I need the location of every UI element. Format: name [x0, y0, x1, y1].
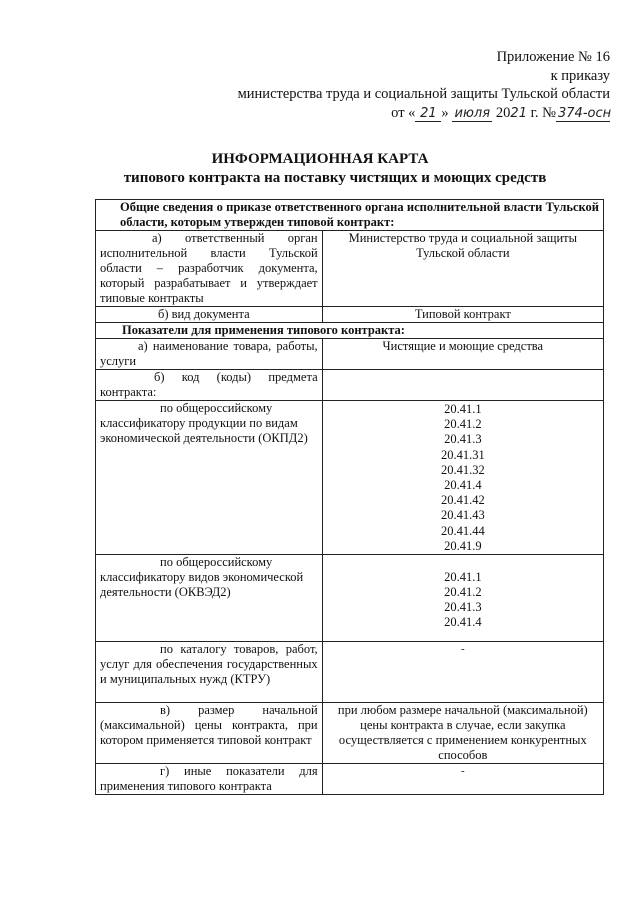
table-row — [96, 200, 604, 231]
handwritten-year-suffix: 21 — [510, 105, 527, 121]
date-year-prefix: 20 — [495, 104, 511, 121]
table-row — [96, 554, 604, 641]
section-general-info: Общие сведения о приказе ответственного органа исполнительной власти Тульской области, которым утвержден типовой контракт: — [96, 200, 604, 231]
okved2-code: 20.41.3 — [444, 600, 482, 615]
handwritten-order-number: 374-осн — [558, 105, 612, 121]
document-type-label: б) вид документа — [96, 307, 323, 323]
info-card-table — [95, 199, 604, 795]
document-type-value: Типовой контракт — [322, 307, 603, 323]
appendix-header — [238, 48, 610, 122]
okpd2-code: 20.41.31 — [440, 447, 485, 462]
table-row — [96, 763, 604, 794]
table-row — [96, 323, 604, 339]
appendix-number: Приложение № 16 — [496, 49, 610, 65]
date-prefix: от « — [391, 104, 416, 121]
okpd2-label: по общероссийскому классификатору продукции по видам экономической деятельности (ОКПД2) — [96, 401, 323, 555]
okpd2-code: 20.41.1 — [444, 402, 482, 416]
table-row — [96, 307, 604, 323]
number-prefix: № — [542, 104, 556, 121]
subject-codes-value — [322, 370, 603, 401]
okved2-code: 20.41.4 — [444, 615, 482, 630]
okved2-code: 20.41.2 — [444, 585, 482, 600]
okpd2-code: 20.41.3 — [444, 432, 482, 447]
okpd2-codes — [322, 401, 603, 555]
okpd2-code: 20.41.43 — [440, 508, 485, 523]
document-title — [0, 150, 640, 188]
okpd2-code: 20.41.32 — [440, 462, 485, 477]
okpd2-code: 20.41.9 — [444, 538, 482, 553]
table-row — [96, 339, 604, 370]
okved2-codes — [322, 554, 603, 641]
to-order-text: к приказу — [550, 67, 610, 84]
table-row — [96, 401, 604, 555]
okpd2-code: 20.41.42 — [440, 493, 485, 508]
section-application-indicators: Показатели для применения типового контракта: — [96, 323, 604, 339]
title-line-2: типового контракта на поставку чистящих и моющих средств — [123, 170, 547, 186]
okved2-code: 20.41.1 — [444, 569, 482, 584]
initial-price-value: при любом размере начальной (максимальной) цены контракта в случае, если закупка осуществляется с применением конкурентных способов — [322, 702, 603, 763]
responsible-body-value: Министерство труда и социальной защиты Тульской области — [322, 231, 603, 307]
date-mid: » — [441, 104, 449, 121]
table-row — [96, 231, 604, 307]
initial-price-label: в) размер начальной (максимальной) цены контракта, при котором применяется типовой контракт — [96, 702, 323, 763]
ministry-name: министерства труда и социальной защиты Тульской области — [237, 86, 610, 102]
other-indicators-value: - — [322, 763, 603, 794]
okved2-label: по общероссийскому классификатору видов экономической деятельности (ОКВЭД2) — [96, 554, 323, 641]
subject-codes-label: б) код (коды) предмета контракта: — [96, 370, 323, 401]
ktru-value: - — [322, 641, 603, 702]
handwritten-month: июля — [452, 107, 492, 122]
table-row — [96, 370, 604, 401]
table-row — [96, 641, 604, 702]
goods-name-value: Чистящие и моющие средства — [322, 339, 603, 370]
goods-name-label: а) наименование товара, работы, услуги — [96, 339, 323, 370]
handwritten-day: 21 — [415, 107, 441, 122]
responsible-body-label: а) ответственный орган исполнительной власти Тульской области – разработчик документа, который разрабатывает и утверждает типовые контракты — [96, 231, 323, 307]
table-row — [96, 702, 604, 763]
other-indicators-label: г) иные показатели для применения типового контракта — [96, 763, 323, 794]
okpd2-code: 20.41.4 — [444, 477, 482, 492]
title-line-1: ИНФОРМАЦИОННАЯ КАРТА — [211, 151, 429, 167]
okpd2-code: 20.41.44 — [440, 523, 485, 538]
date-year-unit: г. — [530, 104, 539, 121]
ktru-label: по каталогу товаров, работ, услуг для обеспечения государственных и муниципальных нужд (КТРУ) — [96, 641, 323, 702]
order-date-line — [238, 104, 610, 123]
okpd2-code: 20.41.2 — [444, 417, 482, 432]
